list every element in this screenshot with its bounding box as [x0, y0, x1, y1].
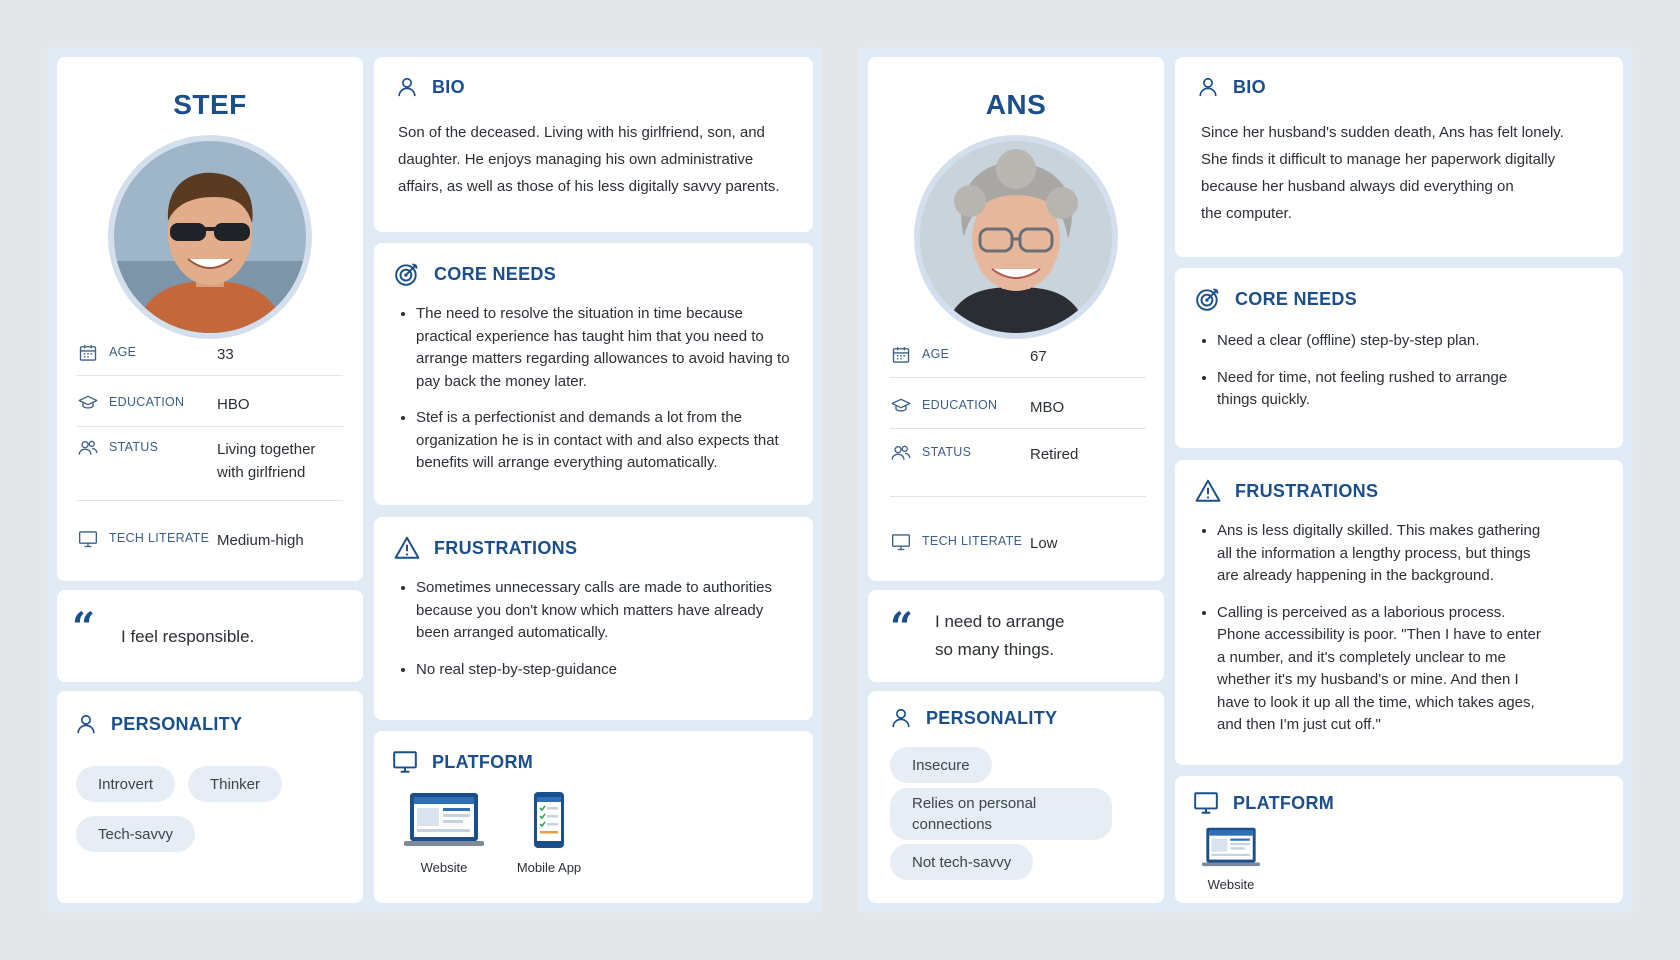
section-header [75, 711, 242, 737]
section-header [394, 535, 577, 561]
bio-line: affairs, as well as those of his less digitally savvy parents. [398, 178, 780, 195]
monitor-icon [77, 529, 99, 549]
core-needs-card [374, 243, 813, 505]
attr-label: AGE [922, 347, 950, 361]
attr-value [217, 438, 315, 484]
attr-label: STATUS [109, 440, 159, 454]
section-title: PERSONALITY [111, 713, 243, 734]
attr-education [890, 396, 1064, 419]
section-title: PLATFORM [1233, 792, 1335, 813]
attr-education [77, 393, 250, 416]
list-item: • No real step-by-step-guidance [416, 659, 798, 682]
monitor-icon [392, 749, 418, 775]
attr-label: TECH LITERATE [109, 531, 210, 545]
attr-tech-literate [890, 532, 1058, 555]
quote-line: I need to arrange [935, 612, 1065, 631]
list-item: • Sometimes unnecessary calls are made to authorities because you don't know which matters have already been arranged automatically. [416, 577, 798, 645]
attr-value: HBO [217, 396, 250, 413]
persona-name: ANS [985, 89, 1047, 120]
quote-text: I feel responsible. [121, 627, 255, 646]
platform-label: Mobile App [516, 860, 582, 875]
list-item: • Stef is a perfectionist and demands a lot from the organization he is in contact with and also expects that benefits will arrange everything automatically. [416, 407, 798, 475]
users-icon [77, 438, 99, 458]
bio-line: Son of the deceased. Living with his girlfriend, son, and [398, 124, 765, 141]
persona-panel-stef [47, 47, 822, 913]
quote-mark-icon: “ [890, 604, 914, 651]
bio-card [374, 57, 813, 232]
section-header [890, 705, 1057, 731]
list-item: • Calling is perceived as a laborious process. Phone accessibility is poor. "Then I have to enter a number, and it's completely unclear to me whether it's my husband's or mine. And then I have to look it up all the time, which takes ages, and then I'm just cut off." [1217, 602, 1544, 737]
core-needs-list [1199, 330, 1539, 426]
divider [77, 500, 343, 501]
platform-card [1175, 776, 1623, 903]
target-icon [1195, 286, 1221, 312]
divider [890, 496, 1146, 497]
calendar-icon [890, 345, 912, 365]
attr-label: AGE [109, 345, 137, 359]
attr-label: EDUCATION [922, 398, 998, 412]
bio-text [1201, 119, 1611, 227]
trait-pill: Introvert [76, 766, 175, 802]
section-title: BIO [432, 76, 465, 97]
bio-line: daughter. He enjoys managing his own administrative [398, 151, 754, 168]
person-icon [1197, 74, 1219, 100]
platform-item-website [404, 791, 484, 875]
core-needs-list [398, 303, 798, 489]
trait-pill: Not tech-savvy [890, 844, 1033, 880]
calendar-icon [77, 343, 99, 363]
quote-card [868, 590, 1164, 682]
profile-card [57, 57, 363, 581]
attr-status [77, 438, 315, 484]
trait-pill: Insecure [890, 747, 992, 783]
personality-card [57, 691, 363, 903]
warning-icon [1195, 478, 1221, 504]
section-title: BIO [1233, 76, 1266, 97]
avatar [108, 135, 312, 339]
trait-pill: Relies on personal connections [890, 788, 1112, 840]
platform-label: Website [1207, 877, 1255, 892]
target-icon [394, 261, 420, 287]
personality-card [868, 691, 1164, 903]
divider [77, 426, 343, 427]
list-item: • Need a clear (offline) step-by-step plan. [1217, 330, 1539, 353]
bio-line: because her husband always did everything on [1201, 178, 1514, 195]
divider [890, 428, 1146, 429]
monitor-icon [890, 532, 912, 552]
graduation-cap-icon [890, 396, 912, 416]
attr-value: Low [1030, 535, 1058, 552]
monitor-icon [1193, 790, 1219, 816]
attr-age [890, 345, 1047, 368]
list-item: • The need to resolve the situation in time because practical experience has taught him that you need to arrange matters regarding allowances to avoid having to pay back the money later. [416, 303, 798, 393]
divider [890, 377, 1146, 378]
platform-item-website [1201, 826, 1261, 892]
quote-text [935, 608, 1064, 664]
users-icon [890, 443, 912, 463]
section-title: FRUSTRATIONS [1235, 480, 1379, 501]
quote-mark-icon: “ [72, 604, 96, 651]
persona-name: STEF [173, 89, 247, 120]
quote-line: so many things. [935, 640, 1055, 659]
attr-age [77, 343, 234, 366]
section-title: CORE NEEDS [434, 263, 557, 284]
section-header [396, 74, 465, 100]
avatar [914, 135, 1118, 339]
attr-label: EDUCATION [109, 395, 185, 409]
attr-label: TECH LITERATE [922, 534, 1023, 548]
attr-status [890, 443, 1078, 466]
divider [77, 375, 343, 376]
platform-card [374, 731, 813, 903]
bio-line: the computer. [1201, 205, 1292, 222]
core-needs-card [1175, 268, 1623, 448]
frustrations-card [374, 517, 813, 720]
attr-value: 67 [1030, 348, 1047, 365]
list-item: • Need for time, not feeling rushed to arrange things quickly. [1217, 367, 1539, 412]
section-header [1193, 790, 1334, 816]
laptop-icon [1202, 826, 1260, 870]
profile-card [868, 57, 1164, 581]
warning-icon [394, 535, 420, 561]
section-title: PERSONALITY [926, 707, 1058, 728]
attr-value-line: Living together [217, 441, 316, 458]
platform-item-mobile [509, 791, 589, 875]
attr-value: Retired [1030, 446, 1079, 463]
bio-line: Since her husband's sudden death, Ans has felt lonely. [1201, 124, 1564, 141]
graduation-cap-icon [77, 393, 99, 413]
bio-card [1175, 57, 1623, 257]
section-title: PLATFORM [432, 751, 534, 772]
bio-text [398, 119, 798, 200]
platform-label: Website [420, 860, 468, 875]
person-icon [75, 711, 97, 737]
trait-pill: Thinker [188, 766, 282, 802]
person-icon [396, 74, 418, 100]
persona-panel-ans [858, 47, 1633, 913]
section-title: FRUSTRATIONS [434, 537, 578, 558]
section-header [1197, 74, 1266, 100]
section-header [1195, 286, 1357, 312]
frustrations-list [398, 577, 798, 695]
section-header [392, 749, 533, 775]
attr-value: 33 [217, 346, 234, 363]
frustrations-card [1175, 460, 1623, 765]
laptop-icon [404, 791, 484, 851]
list-item: • Ans is less digitally skilled. This makes gathering all the information a lengthy process, but things are already happening in the background. [1217, 520, 1544, 588]
attr-value: MBO [1030, 399, 1065, 416]
attr-tech-literate [77, 529, 304, 552]
attr-value-line: with girlfriend [217, 464, 306, 481]
section-header [1195, 478, 1378, 504]
phone-icon [532, 791, 566, 851]
section-header [394, 261, 556, 287]
attr-value: Medium-high [217, 532, 304, 549]
person-icon [890, 705, 912, 731]
trait-pill: Tech-savvy [76, 816, 195, 852]
frustrations-list [1199, 520, 1544, 751]
bio-line: She finds it difficult to manage her paperwork digitally [1201, 151, 1556, 168]
attr-label: STATUS [922, 445, 972, 459]
section-title: CORE NEEDS [1235, 288, 1358, 309]
quote-card [57, 590, 363, 682]
